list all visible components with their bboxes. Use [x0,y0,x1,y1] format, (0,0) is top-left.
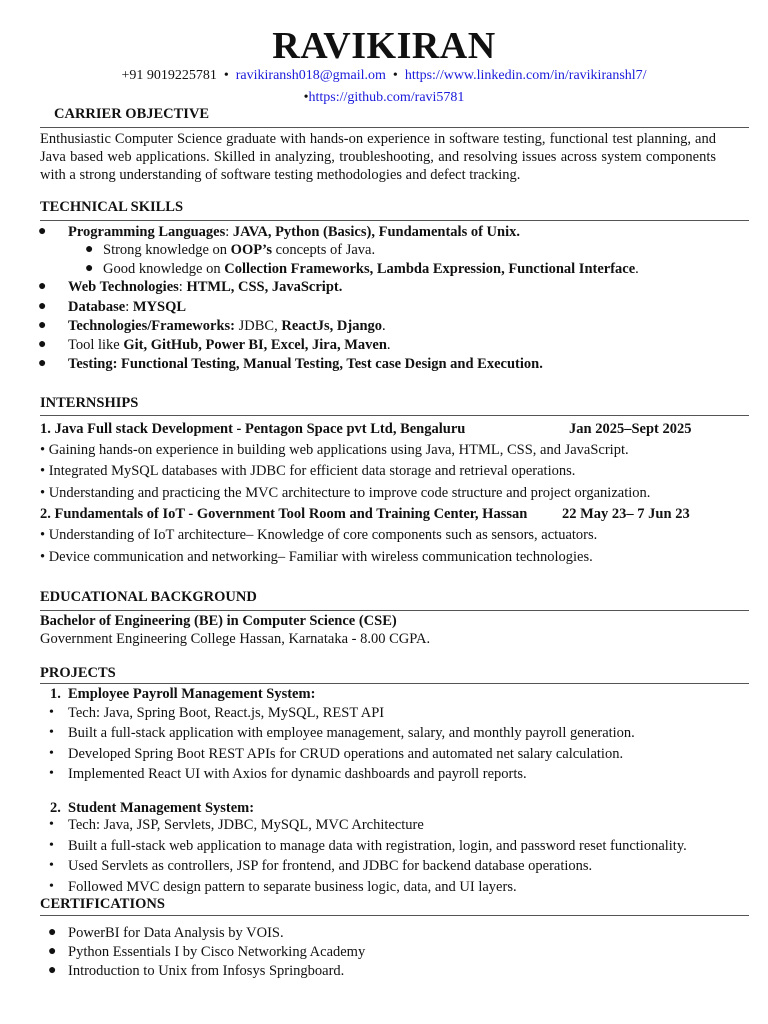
internship-1-point: • Integrated MySQL databases with JDBC for efficient data storage and retrieval operations. [40,463,576,479]
skill-tools: Tool like Git, GitHub, Power BI, Excel, Jira, Maven. [68,337,391,353]
project-2-point: Used Servlets as controllers, JSP for frontend, and JDBC for backend database operations. [68,858,593,874]
skill-database: Database: MYSQL [68,299,187,315]
skill-testing: Testing: Functional Testing, Manual Testing, Test case Design and Execution. [68,356,543,372]
separator-dot: • [303,90,309,105]
section-divider [40,915,749,916]
skills-heading: TECHNICAL SKILLS [40,199,184,215]
skill-sub-collections: Good knowledge on Collection Frameworks, Lambda Expression, Functional Interface. [103,261,639,277]
section-divider [40,127,749,128]
bullet-icon: ● [48,944,57,959]
internship-2-point: • Device communication and networking– Familiar with wireless communication technologies. [40,549,593,565]
bullet-icon: ● [38,279,47,294]
sub-bullet-icon: ● [85,242,94,257]
bullet-icon: • [49,766,54,781]
section-divider [40,415,749,416]
certifications-heading: CERTIFICATIONS [40,896,165,912]
internship-2-date: 22 May 23– 7 Jun 23 [562,506,690,522]
bullet-icon: • [49,838,54,853]
internship-2-title: 2. Fundamentals of IoT - Government Tool Room and Training Center, Hassan [40,506,528,522]
bullet-icon: • [49,858,54,873]
candidate-name: RAVIKIRAN [272,25,496,67]
contact-line [0,67,768,85]
section-divider [40,683,749,684]
bullet-icon: • [49,879,54,894]
project-2-point: Tech: Java, JSP, Servlets, JDBC, MySQL, MVC Architecture [68,817,424,833]
certification-item: PowerBI for Data Analysis by VOIS. [68,925,284,941]
separator-dot: • [392,68,398,83]
bullet-icon: ● [48,925,57,940]
degree: Bachelor of Engineering (BE) in Computer Science (CSE) [40,613,397,629]
project-1-point: Implemented React UI with Axios for dynamic dashboards and payroll reports. [68,766,527,782]
phone-number: +91 9019225781 [121,68,217,83]
internship-1-point: • Gaining hands-on experience in building web applications using Java, HTML, CSS, and JavaScript. [40,442,629,458]
bullet-icon: • [49,705,54,720]
bullet-icon: ● [38,224,47,239]
github-link[interactable]: https://github.com/ravi5781 [308,90,465,105]
project-2-point: Built a full-stack web application to manage data with registration, login, and password reset functionality. [68,838,687,854]
objective-text: Enthusiastic Computer Science graduate with hands-on experience in software testing, functional test planning, and Java based web applications. Skilled in analyzing, troubleshooting, and resolving issues across system components with a strong understanding of software testing methodologies and defect tracking. [40,131,716,183]
project-2-point: Followed MVC design pattern to separate business logic, data, and UI layers. [68,879,517,895]
projects-heading: PROJECTS [40,665,116,681]
project-2-number: 2. [50,800,61,816]
internship-1-title: 1. Java Full stack Development - Pentagon Space pvt Ltd, Bengaluru [40,421,466,437]
sub-bullet-icon: ● [85,261,94,276]
internship-2-point: • Understanding of IoT architecture– Knowledge of core components such as sensors, actuators. [40,527,598,543]
bullet-icon: • [49,746,54,761]
education-heading: EDUCATIONAL BACKGROUND [40,589,257,605]
skill-sub-oop: Strong knowledge on OOP’s concepts of Java. [103,242,376,258]
project-1-number: 1. [50,686,61,702]
section-divider [40,220,749,221]
project-1-point: Tech: Java, Spring Boot, React.js, MySQL, REST API [68,705,385,721]
separator-dot: • [223,68,229,83]
project-1-point: Developed Spring Boot REST APIs for CRUD operations and automated net salary calculation. [68,746,624,762]
skill-frameworks: Technologies/Frameworks: JDBC, ReactJs, Django. [68,318,386,334]
bullet-icon: • [49,817,54,832]
skill-web: Web Technologies: HTML, CSS, JavaScript. [68,279,343,295]
bullet-icon: ● [38,299,47,314]
college: Government Engineering College Hassan, Karnataka - 8.00 CGPA. [40,631,431,647]
bullet-icon: • [49,725,54,740]
skill-programming: Programming Languages: JAVA, Python (Basics), Fundamentals of Unix. [68,224,520,240]
section-divider [40,610,749,611]
project-1-title: Employee Payroll Management System: [68,686,316,702]
email-link[interactable]: ravikiransh018@gmail.om [235,68,386,83]
internships-heading: INTERNSHIPS [40,395,139,411]
objective-heading: CARRIER OBJECTIVE [54,106,210,122]
certification-item: Python Essentials I by Cisco Networking Academy [68,944,366,960]
internship-1-date: Jan 2025–Sept 2025 [569,421,692,437]
linkedin-link[interactable]: https://www.linkedin.com/in/ravikiranshl7/ [404,68,647,83]
project-2-title: Student Management System: [68,800,255,816]
project-1-point: Built a full-stack application with employee management, salary, and monthly payroll generation. [68,725,635,741]
bullet-icon: ● [48,963,57,978]
bullet-icon: ● [38,356,47,371]
certification-item: Introduction to Unix from Infosys Springboard. [68,963,345,979]
bullet-icon: ● [38,318,47,333]
internship-1-point: • Understanding and practicing the MVC architecture to improve code structure and project organization. [40,485,651,501]
bullet-icon: ● [38,337,47,352]
